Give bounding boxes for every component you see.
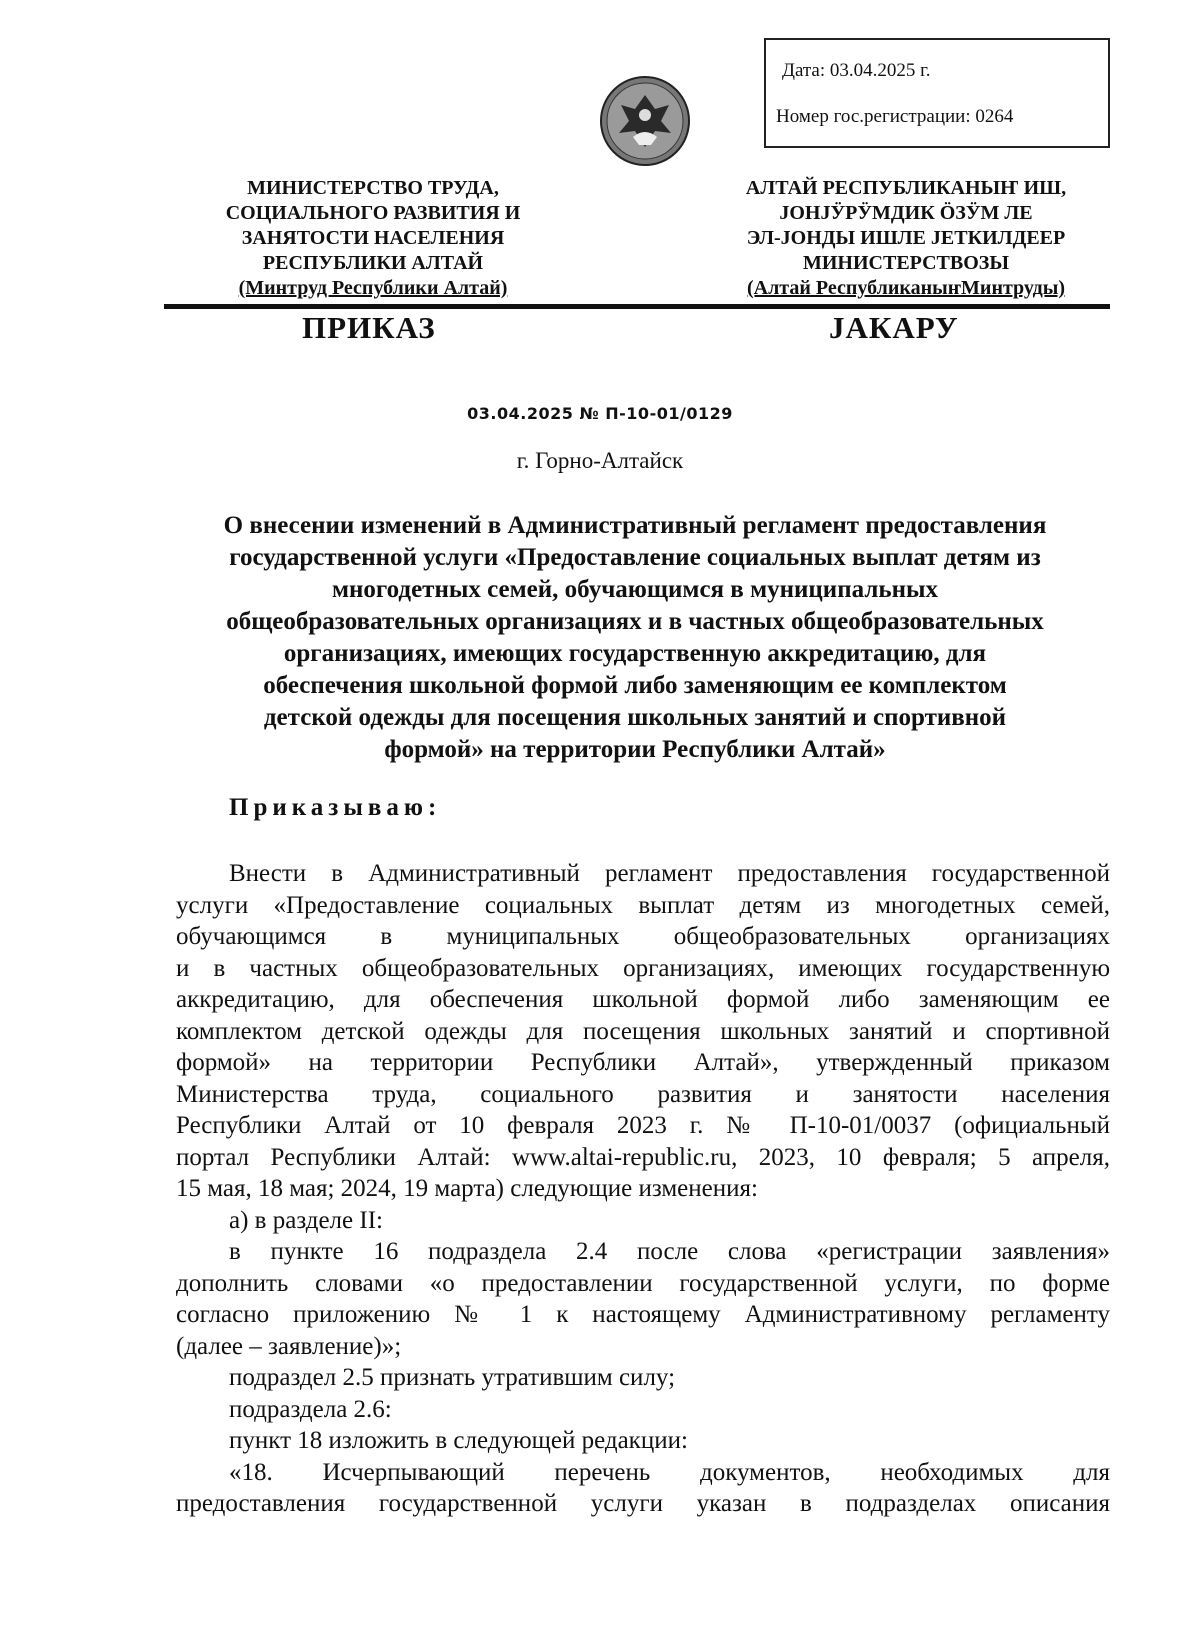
title-line: государственной услуги «Предоставление социальных выплат детям из <box>229 544 1041 571</box>
body-line: обучающимся в муниципальных общеобразовательных организациях <box>176 923 1110 950</box>
title-line: общеобразовательных организациях и в частных общеобразовательных <box>226 608 1044 635</box>
title-line: детской одежды для посещения школьных занятий и спортивной <box>263 704 1007 731</box>
title-line: организациях, имеющих государственную аккредитацию, для <box>283 640 987 667</box>
document-body <box>176 858 1110 1520</box>
header-divider <box>164 304 1110 309</box>
altai-republic-emblem-icon <box>599 75 691 167</box>
title-line: формой» на территории Республики Алтай» <box>384 736 886 763</box>
header-line: РЕСПУБЛИКИ АЛТАЙ <box>262 252 484 274</box>
body-line: портал Республики Алтай: www.altai-republic.ru, 2023, 10 февраля; 5 апреля, <box>176 1143 1110 1171</box>
body-line: предоставления государственной услуги указан в подразделах описания <box>176 1490 1110 1517</box>
decree-word: Приказываю: <box>229 794 442 821</box>
title-line: О внесении изменений в Административный регламент предоставления <box>223 512 1047 539</box>
body-line: и в частных общеобразовательных организациях, имеющих государственную <box>176 954 1110 982</box>
body-line: подраздела 2.6: <box>229 1395 392 1423</box>
ministry-header-ru <box>188 176 558 301</box>
header-line: АЛТАЙ РЕСПУБЛИКАНЫҤ ИШ, <box>745 177 1067 199</box>
document-title <box>160 510 1110 766</box>
header-line: (Минтруд Республики Алтай) <box>238 277 508 299</box>
body-line: формой» на территории Республики Алтай», утвержденный приказом <box>176 1049 1110 1076</box>
body-line: Министерства труда, социального развития и занятости населения <box>176 1080 1110 1108</box>
body-line: в пункте 16 подраздела 2.4 после слова «регистрации заявления» <box>229 1238 1110 1265</box>
ministry-header-alt <box>706 176 1106 301</box>
header-line: МИНИСТЕРСТВО ТРУДА, <box>247 177 499 199</box>
order-number: 03.04.2025 № П-10-01/0129 <box>467 404 733 423</box>
header-line: СОЦИАЛЬНОГО РАЗВИТИЯ И <box>225 202 521 224</box>
order-title-alt: ЈАКАРУ <box>829 310 959 345</box>
header-line: (Алтай РеспубликаныҥМинтруды) <box>746 277 1066 299</box>
body-line: аккредитацию, для обеспечения школьной формой либо заменяющим ее <box>176 986 1110 1013</box>
body-line: Внести в Административный регламент предоставления государственной <box>229 860 1110 887</box>
body-line: комплектом детской одежды для посещения школьных занятий и спортивной <box>176 1017 1110 1045</box>
header-line: ЈОНЈӰРӰМДИК ÖЗӰМ ЛЕ <box>779 202 1033 224</box>
header-line: ЭЛ-ЈОНДЫ ИШЛЕ ЈЕТКИЛДЕЕР <box>746 227 1066 249</box>
body-line: 15 мая, 18 мая; 2024, 19 марта) следующие изменения: <box>176 1175 758 1202</box>
registration-date: Дата: 03.04.2025 г. <box>782 60 931 81</box>
header-line: МИНИСТЕРСТВОЗЫ <box>802 252 1009 274</box>
body-line: дополнить словами «о предоставлении государственной услуги, по форме <box>176 1269 1110 1297</box>
registration-number: Номер гос.регистрации: 0264 <box>776 106 1014 127</box>
title-line: многодетных семей, обучающимся в муниципальных <box>331 576 939 603</box>
body-line: Республики Алтай от 10 февраля 2023 г. № П-10-01/0037 (официальный <box>176 1112 1110 1139</box>
city: г. Горно-Алтайск <box>516 448 684 473</box>
body-line: «18. Исчерпывающий перечень документов, необходимых для <box>229 1458 1110 1486</box>
order-title-ru: ПРИКАЗ <box>302 310 436 345</box>
body-line: подраздел 2.5 признать утратившим силу; <box>229 1364 676 1391</box>
body-line: согласно приложению № 1 к настоящему Административному регламенту <box>176 1301 1110 1328</box>
body-line: а) в разделе II: <box>229 1206 383 1234</box>
registration-stamp <box>764 38 1110 148</box>
title-line: обеспечения школьной формой либо заменяющим ее комплектом <box>263 672 1007 699</box>
body-line: услуги «Предоставление социальных выплат детям из многодетных семей, <box>176 891 1110 919</box>
header-line: ЗАНЯТОСТИ НАСЕЛЕНИЯ <box>241 227 505 249</box>
body-line: (далее – заявление)»; <box>176 1332 402 1360</box>
body-line: пункт 18 изложить в следующей редакции: <box>229 1427 688 1454</box>
